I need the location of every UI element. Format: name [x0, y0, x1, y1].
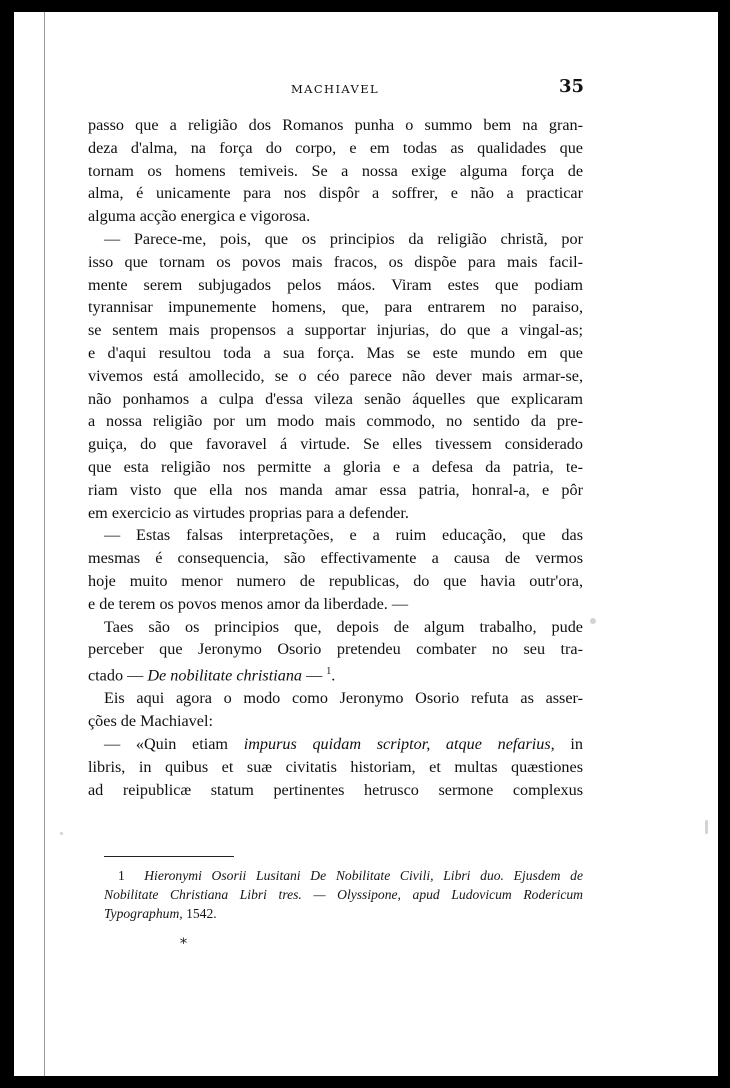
- text-line: se sentem mais propensos a supportar injurias, do que a vingal-as;: [88, 321, 583, 340]
- text-line: Eis aqui agora o modo como Jeronymo Osorio refuta as asser-: [104, 689, 583, 708]
- text-line: — Estas falsas interpretações, e a ruim educação, que das: [104, 526, 583, 545]
- text-line: alguma acção energica e vigorosa.: [88, 207, 311, 226]
- text-line: libris, in quibus et suæ civitatis historiam, et multas quæstiones: [88, 757, 583, 776]
- page-number: 35: [558, 76, 584, 97]
- body-text: [88, 114, 583, 801]
- ink-speck: [705, 820, 708, 834]
- footnote-year: 1542.: [182, 906, 217, 921]
- ink-speck: [590, 618, 596, 624]
- text-line: e d'aqui resultou toda a sua força. Mas se este mundo em que: [88, 343, 583, 362]
- paragraph-1: [88, 114, 583, 228]
- footnote-line: [104, 866, 583, 885]
- footnote-line: [104, 904, 583, 923]
- signature-mark: *: [180, 936, 187, 952]
- text-span: .: [331, 666, 336, 685]
- text-line: ções de Machiavel:: [88, 712, 213, 731]
- running-head: MACHIAVEL: [290, 82, 380, 96]
- paragraph-2: [88, 228, 583, 524]
- text-line: [88, 733, 583, 756]
- quoted-phrase: impurus quidam scriptor, atque nefarius,: [243, 734, 555, 753]
- text-line: mente serem subjugados pelos máos. Viram estes que podiam: [88, 275, 583, 294]
- footnote-citation: Hieronymi Osorii Lusitani De Nobilitate Civili, Libri duo. Ejusdem de: [144, 868, 583, 883]
- text-line: tyrannisar impunemente homens, que, para entrarem no paraiso,: [88, 298, 583, 317]
- text-line: perceber que Jeronymo Osorio pretendeu combater no seu tra-: [88, 640, 583, 659]
- paragraph-5: [88, 687, 583, 733]
- text-line: e de terem os povos menos amor da liberdade. —: [88, 594, 409, 613]
- text-line: vivemos está amollecido, se o céo parece não dever mais armar-se,: [88, 366, 583, 385]
- footnote-line: Nobilitate Christiana Libri tres. — Olyssipone, apud Ludovicum Rodericum: [104, 887, 583, 902]
- text-line: isso que tornam os povos mais fracos, os dispõe para mais facil-: [88, 252, 583, 271]
- text-span: in: [554, 734, 583, 753]
- text-line: hoje muito menor numero de republicas, do que havia outr'ora,: [88, 571, 583, 590]
- footnote-number: 1: [118, 868, 125, 883]
- footnote: [104, 866, 583, 923]
- text-line: [88, 661, 583, 687]
- paragraph-6: [88, 733, 583, 801]
- paragraph-4: [88, 616, 583, 688]
- text-line: ad reipublicæ statum pertinentes hetrusco sermone complexus: [88, 780, 583, 799]
- text-line: — Parece-me, pois, que os principios da religião christã, por: [104, 229, 583, 248]
- text-line: riam visto que ella nos manda amar essa patria, honral-a, e pôr: [88, 480, 583, 499]
- text-line: que esta religião nos permitte a gloria e a defesa da patria, te-: [88, 457, 583, 476]
- text-line: guiça, do que favoravel á virtude. Se elles tivessem considerado: [88, 435, 583, 454]
- text-line: passo que a religião dos Romanos punha o summo bem na gran-: [88, 116, 583, 134]
- footnote-reference: 1: [326, 666, 332, 678]
- text-line: tornam os homens temiveis. Se a nossa exige alguma força de: [88, 161, 583, 180]
- footnote-rule: [104, 856, 234, 857]
- text-line: deza d'alma, na força do corpo, e em todas as qualidades que: [88, 138, 583, 157]
- text-line: Taes são os principios que, depois de algum trabalho, pude: [104, 617, 583, 636]
- text-line: não ponhamos a culpa d'essa vileza senão áquelles que explicaram: [88, 389, 583, 408]
- text-span: ctado —: [88, 666, 148, 685]
- text-line: alma, é unicamente para nos dispôr a soffrer, e não a practicar: [88, 184, 583, 203]
- ink-speck: [60, 832, 63, 835]
- text-line: mesmas é consequencia, são effectivamente a causa de vermos: [88, 549, 583, 568]
- work-title: De nobilitate christiana: [147, 666, 303, 685]
- text-line: em exercicio as virtudes proprias para a defender.: [88, 503, 409, 522]
- text-line: a nossa religião por um modo mais commodo, no sentido da pre-: [88, 412, 583, 431]
- text-span: —: [302, 666, 327, 685]
- text-span: — «Quin etiam: [104, 734, 244, 753]
- page-header: [86, 72, 584, 102]
- paragraph-3: [88, 524, 583, 615]
- footnote-citation: Typographum,: [104, 906, 183, 921]
